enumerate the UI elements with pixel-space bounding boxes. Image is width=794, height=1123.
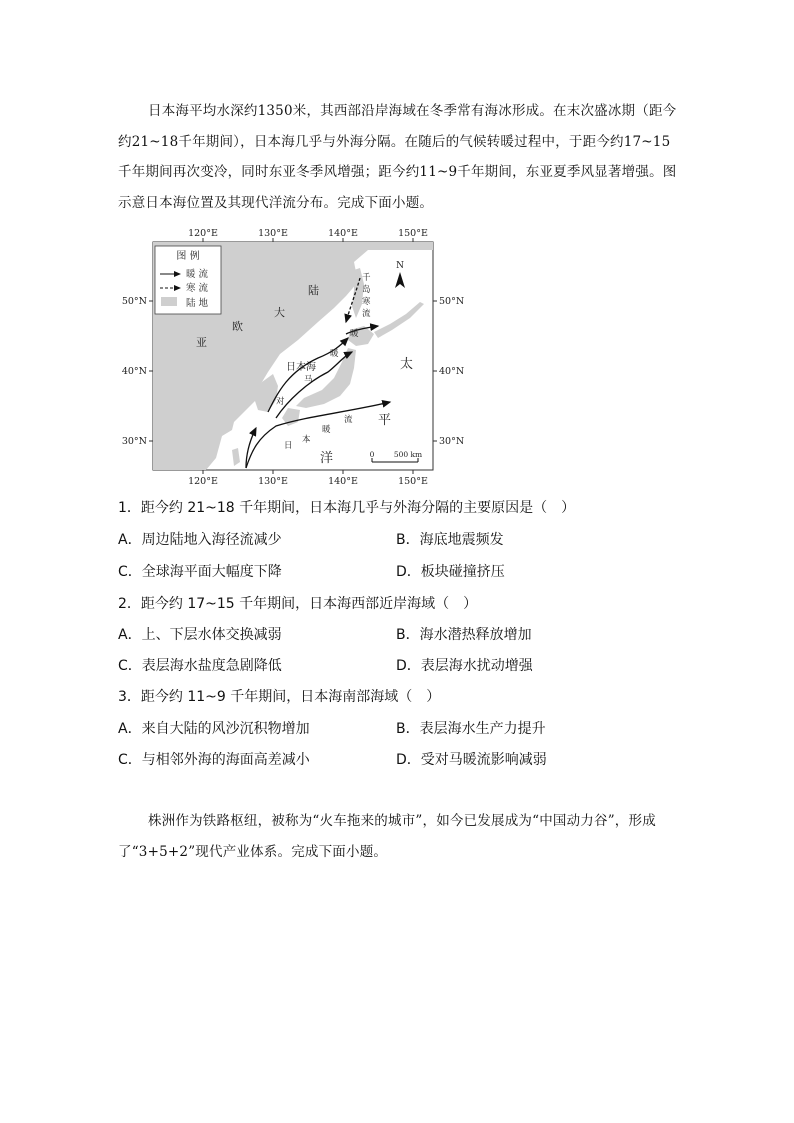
label-lu: 陆 <box>308 284 319 297</box>
tsushima-label-3: 暖 <box>330 349 339 359</box>
map-legend <box>155 246 221 314</box>
legend-land: 陆 地 <box>186 298 209 309</box>
lon-bottom-120: 120°E <box>188 476 218 487</box>
lat-right-40: 40°N <box>439 366 465 377</box>
legend-warm: 暖 流 <box>186 269 209 280</box>
tsushima-label-1: 对 <box>276 397 285 407</box>
question-2-option-c[interactable]: C．表层海水盐度急剧降低 <box>118 658 282 674</box>
tsushima-label-2: 马 <box>304 375 313 385</box>
question-3-option-c[interactable]: C．与相邻外海的海面高差减小 <box>118 752 310 768</box>
japan-sea-current-map <box>121 222 468 487</box>
label-tai: 太 <box>400 357 414 372</box>
question-1-stem: 1．距今约 21~18 千年期间，日本海几乎与外海分隔的主要原因是（ ） <box>118 500 576 516</box>
label-ping: 平 <box>378 413 392 428</box>
intro-paragraph-2-text: 株洲作为铁路枢纽，被称为“火车拖来的城市”，如今已发展成为“中国动力谷”，形成了“3+5+2”现代产业体系。完成下面小题。 <box>118 813 656 860</box>
lon-top-140: 140°E <box>328 228 358 239</box>
lat-right-30: 30°N <box>439 436 465 447</box>
label-yang: 洋 <box>320 451 334 466</box>
question-2-stem: 2．距今约 17~15 千年期间，日本海西部近岸海域（ ） <box>118 596 478 612</box>
kuroshio-label-4: 流 <box>344 415 353 425</box>
lon-bottom-150: 150°E <box>398 476 428 487</box>
kuril-label-2: 岛 <box>362 285 371 295</box>
scale-zero: 0 <box>369 450 375 459</box>
question-1-option-c[interactable]: C．全球海平面大幅度下降 <box>118 564 282 580</box>
lat-right-50: 50°N <box>439 296 465 307</box>
kuril-label-4: 流 <box>362 309 371 319</box>
legend-title: 图 例 <box>176 251 200 262</box>
kuril-label-1: 千 <box>362 273 371 283</box>
legend-cold: 寒 流 <box>186 283 209 294</box>
label-japan-sea: 日本海 <box>286 362 316 373</box>
question-2-option-d[interactable]: D．表层海水扰动增强 <box>396 658 533 674</box>
kuroshio-label-1: 日 <box>284 441 293 451</box>
question-1-option-b[interactable]: B．海底地震频发 <box>396 532 504 548</box>
kuroshio-label-3: 暖 <box>322 425 331 435</box>
lat-left-40: 40°N <box>121 366 147 377</box>
lon-top-120: 120°E <box>188 228 218 239</box>
lat-left-30: 30°N <box>121 436 147 447</box>
question-3-stem: 3．距今约 11~9 千年期间，日本海南部海域（ ） <box>118 689 441 705</box>
scale-km: 500 km <box>393 450 423 459</box>
lon-top-150: 150°E <box>398 228 428 239</box>
question-3-option-a[interactable]: A．来自大陆的风沙沉积物增加 <box>118 721 310 737</box>
question-3-option-d[interactable]: D．受对马暖流影响减弱 <box>396 752 547 768</box>
north-label: N <box>396 261 404 271</box>
question-2-option-a[interactable]: A．上、下层水体交换减弱 <box>118 627 282 643</box>
question-2-option-b[interactable]: B．海水潜热释放增加 <box>396 627 532 643</box>
question-3-option-b[interactable]: B．表层海水生产力提升 <box>396 721 546 737</box>
intro-paragraph-2 <box>118 806 678 867</box>
lon-top-130: 130°E <box>258 228 288 239</box>
kuroshio-label-2: 本 <box>302 435 311 445</box>
lon-bottom-140: 140°E <box>328 476 358 487</box>
question-1-option-d[interactable]: D．板块碰撞挤压 <box>396 564 505 580</box>
lat-left-50: 50°N <box>121 296 147 307</box>
lon-bottom-130: 130°E <box>258 476 288 487</box>
label-ya: 亚 <box>196 336 207 349</box>
tsugaru-label-1: 暖 <box>350 329 359 339</box>
kuril-label-3: 寒 <box>362 297 371 307</box>
question-1-option-a[interactable]: A．周边陆地入海径流减少 <box>118 532 282 548</box>
label-ou: 欧 <box>232 320 243 333</box>
label-da: 大 <box>274 306 285 319</box>
intro-paragraph-1 <box>118 96 678 218</box>
intro-paragraph-1-text: 日本海平均水深约1350米，其西部沿岸海域在冬季常有海冰形成。在末次盛冰期（距今约21~18千年期间），日本海几乎与外海分隔。在随后的气候转暖过程中，于距今约17~15千年期间再次变冷，同时东亚冬季风增强；距今约11~9千年期间，东亚夏季风显著增强。图示意日本海位置及其现代洋流分布。完成下面小题。 <box>118 103 677 211</box>
